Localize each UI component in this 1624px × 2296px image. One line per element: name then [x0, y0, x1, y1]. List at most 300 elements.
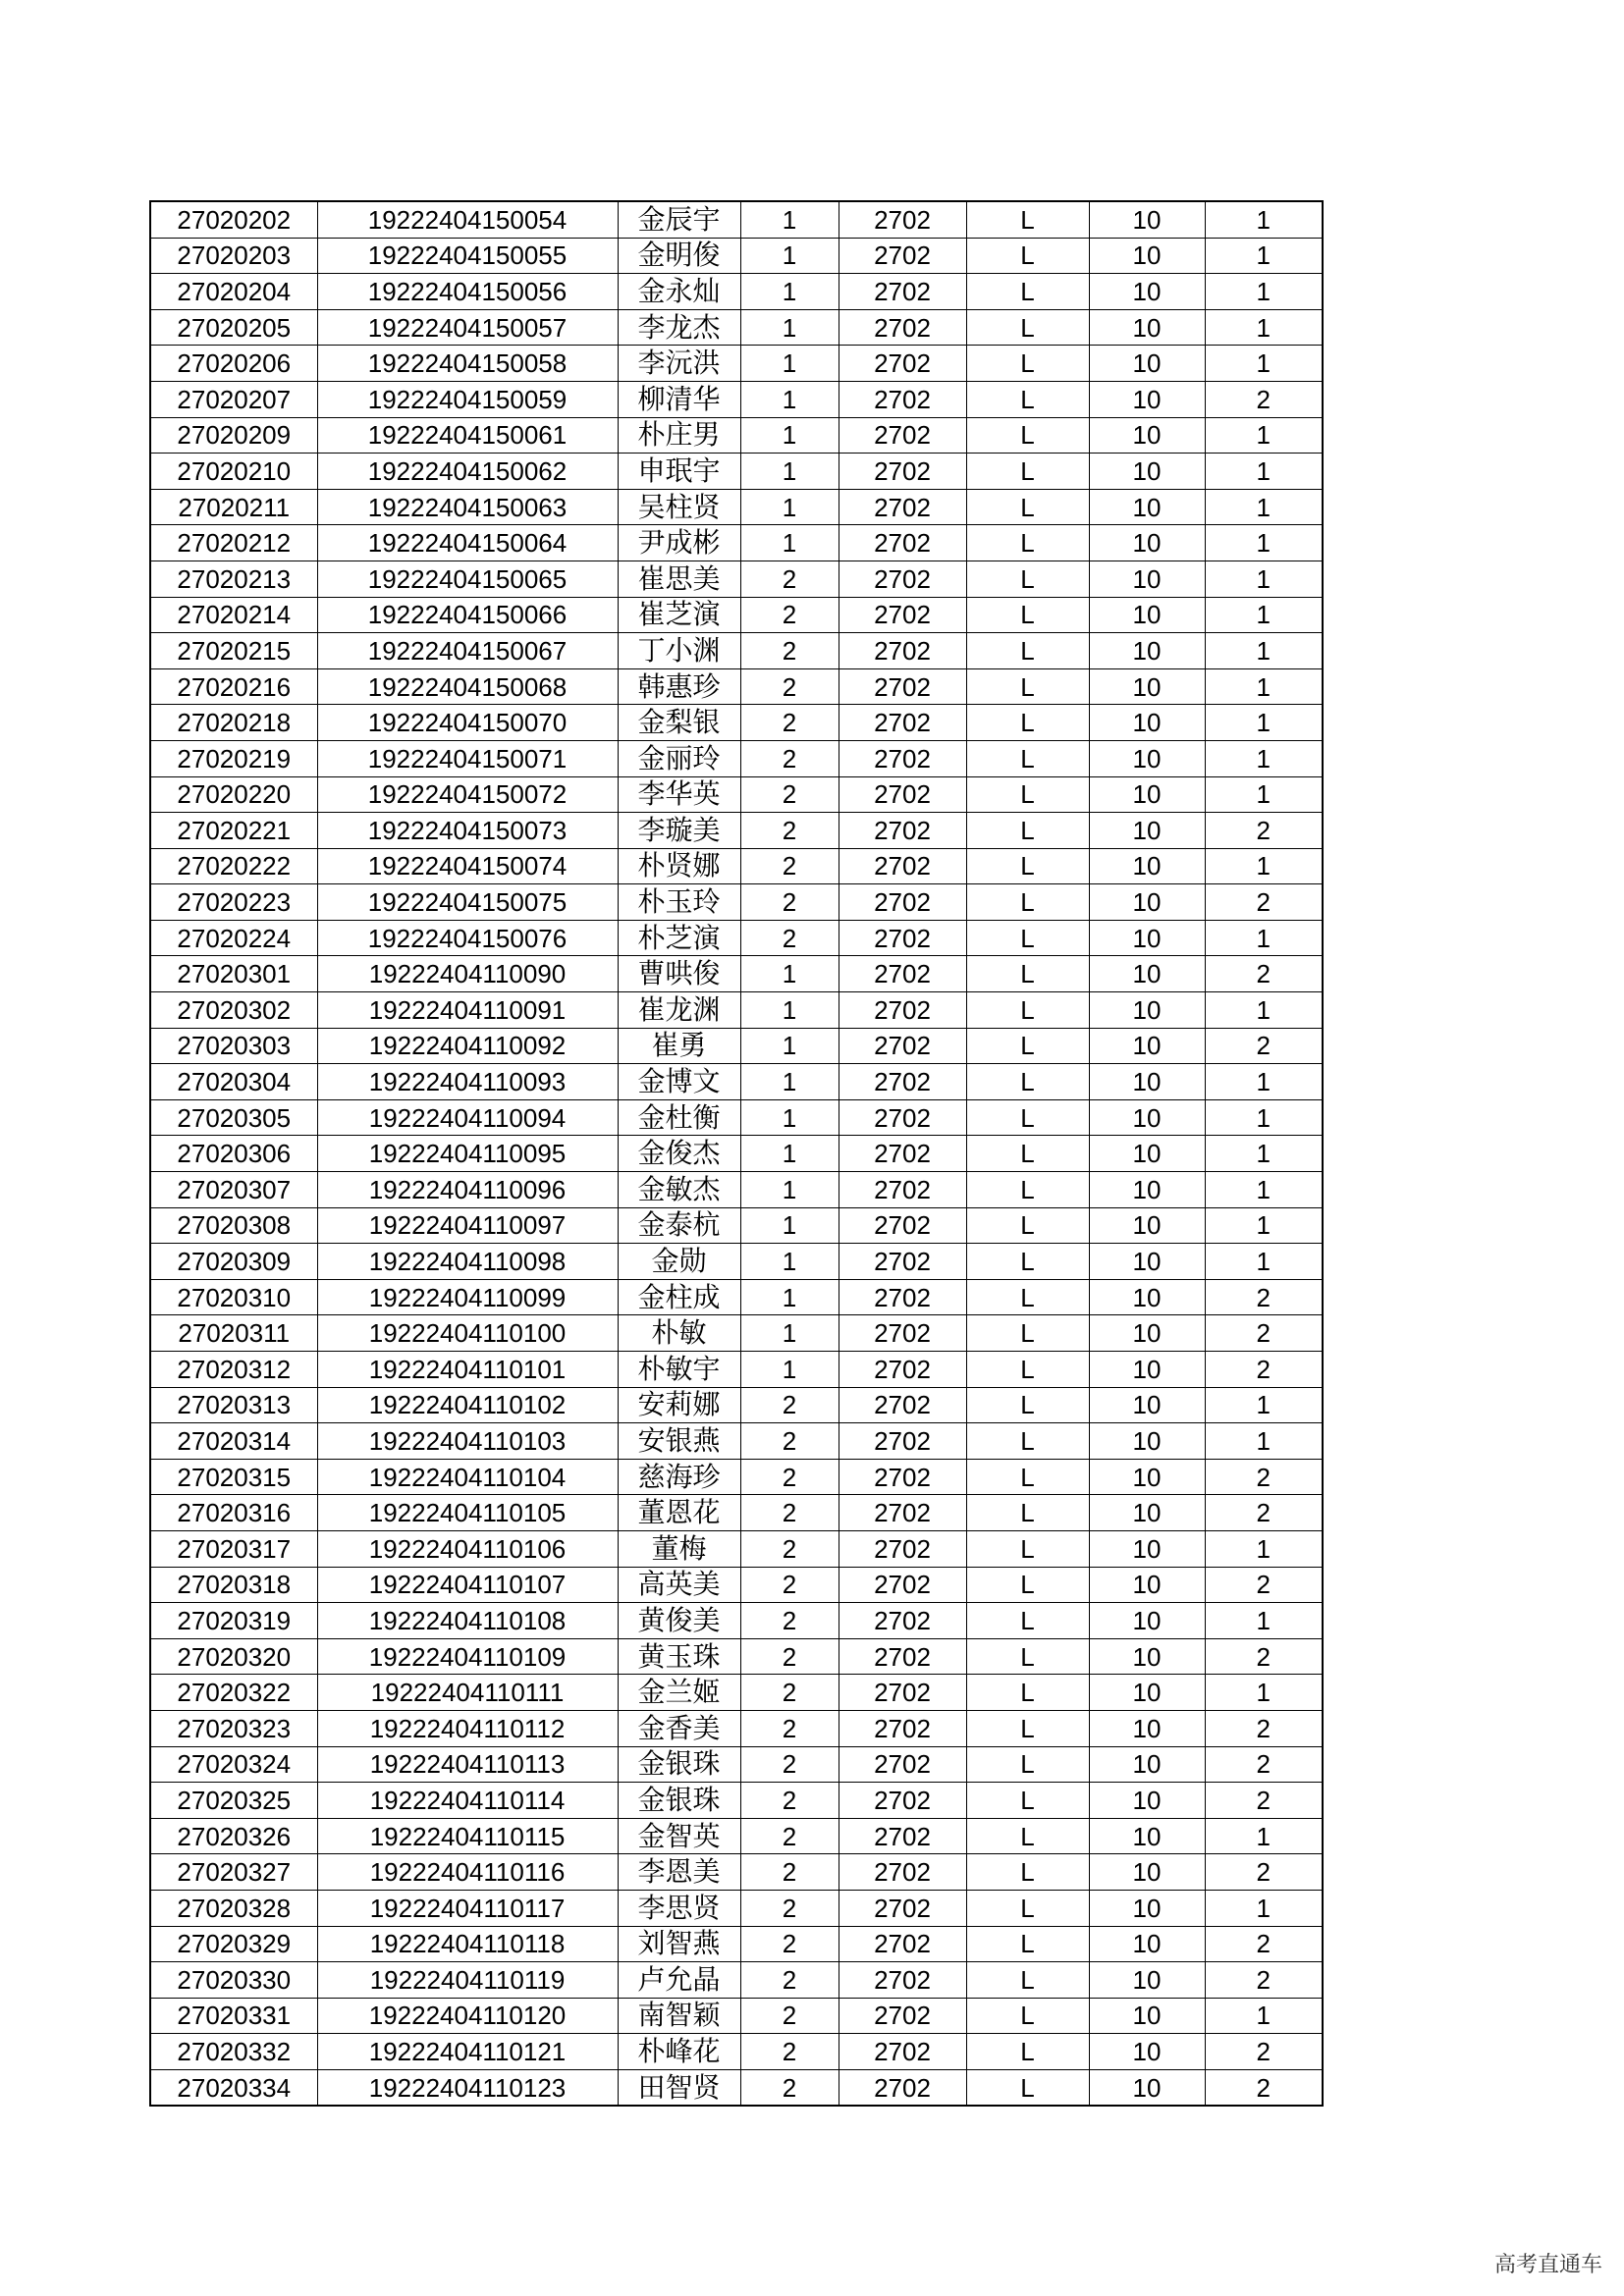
name-cell: 朴敏宇 — [618, 1352, 740, 1388]
category-cell: L — [966, 1854, 1089, 1891]
level-cell: 1 — [1205, 489, 1323, 525]
registration-number-cell: 19222404150073 — [317, 813, 618, 849]
student-list-table — [149, 200, 1324, 2107]
grade-cell: 10 — [1089, 309, 1205, 346]
grade-cell: 10 — [1089, 1854, 1205, 1891]
gender-cell: 1 — [740, 956, 839, 992]
registration-number-cell: 19222404150058 — [317, 346, 618, 382]
category-cell: L — [966, 238, 1089, 274]
level-cell: 2 — [1205, 2069, 1323, 2106]
registration-number-cell: 19222404150068 — [317, 668, 618, 705]
registration-number-cell: 19222404110118 — [317, 1926, 618, 1962]
name-cell: 金银珠 — [618, 1746, 740, 1783]
grade-cell: 10 — [1089, 668, 1205, 705]
school-code-cell: 2702 — [839, 1315, 966, 1352]
grade-cell: 10 — [1089, 238, 1205, 274]
level-cell: 1 — [1205, 776, 1323, 813]
category-cell: L — [966, 956, 1089, 992]
exam-number-cell: 27020212 — [150, 525, 317, 561]
exam-number-cell: 27020330 — [150, 1962, 317, 1999]
category-cell: L — [966, 1998, 1089, 2034]
level-cell: 2 — [1205, 1783, 1323, 1819]
school-code-cell: 2702 — [839, 1459, 966, 1495]
registration-number-cell: 19222404110120 — [317, 1998, 618, 2034]
table-row — [150, 1567, 1323, 1603]
school-code-cell: 2702 — [839, 1710, 966, 1746]
table-row — [150, 274, 1323, 310]
table-row — [150, 848, 1323, 884]
gender-cell: 2 — [740, 1710, 839, 1746]
name-cell: 朴玉玲 — [618, 884, 740, 921]
category-cell: L — [966, 1603, 1089, 1639]
level-cell: 1 — [1205, 992, 1323, 1029]
registration-number-cell: 19222404110095 — [317, 1136, 618, 1172]
registration-number-cell: 19222404110115 — [317, 1818, 618, 1854]
school-code-cell: 2702 — [839, 1854, 966, 1891]
grade-cell: 10 — [1089, 489, 1205, 525]
level-cell: 2 — [1205, 1638, 1323, 1675]
grade-cell: 10 — [1089, 1675, 1205, 1711]
grade-cell: 10 — [1089, 1567, 1205, 1603]
category-cell: L — [966, 1710, 1089, 1746]
level-cell: 1 — [1205, 346, 1323, 382]
name-cell: 吴柱贤 — [618, 489, 740, 525]
level-cell: 2 — [1205, 884, 1323, 921]
table-row — [150, 1172, 1323, 1208]
name-cell: 金智英 — [618, 1818, 740, 1854]
exam-number-cell: 27020204 — [150, 274, 317, 310]
exam-number-cell: 27020220 — [150, 776, 317, 813]
registration-number-cell: 19222404110094 — [317, 1099, 618, 1136]
school-code-cell: 2702 — [839, 884, 966, 921]
level-cell: 1 — [1205, 1387, 1323, 1423]
table-row — [150, 1387, 1323, 1423]
registration-number-cell: 19222404110111 — [317, 1675, 618, 1711]
registration-number-cell: 19222404110102 — [317, 1387, 618, 1423]
exam-number-cell: 27020301 — [150, 956, 317, 992]
school-code-cell: 2702 — [839, 1279, 966, 1315]
name-cell: 李沅洪 — [618, 346, 740, 382]
registration-number-cell: 19222404150076 — [317, 920, 618, 956]
level-cell: 1 — [1205, 705, 1323, 741]
table-row — [150, 1352, 1323, 1388]
school-code-cell: 2702 — [839, 1244, 966, 1280]
exam-number-cell: 27020326 — [150, 1818, 317, 1854]
registration-number-cell: 19222404150072 — [317, 776, 618, 813]
table-row — [150, 238, 1323, 274]
grade-cell: 10 — [1089, 920, 1205, 956]
gender-cell: 1 — [740, 201, 839, 238]
school-code-cell: 2702 — [839, 1136, 966, 1172]
table-row — [150, 489, 1323, 525]
exam-number-cell: 27020215 — [150, 633, 317, 669]
grade-cell: 10 — [1089, 1352, 1205, 1388]
name-cell: 丁小渊 — [618, 633, 740, 669]
name-cell: 金丽玲 — [618, 740, 740, 776]
category-cell: L — [966, 561, 1089, 597]
level-cell: 1 — [1205, 1207, 1323, 1244]
registration-number-cell: 19222404150063 — [317, 489, 618, 525]
name-cell: 金兰姬 — [618, 1675, 740, 1711]
level-cell: 2 — [1205, 956, 1323, 992]
gender-cell: 1 — [740, 1136, 839, 1172]
gender-cell: 2 — [740, 1603, 839, 1639]
category-cell: L — [966, 381, 1089, 417]
registration-number-cell: 19222404110123 — [317, 2069, 618, 2106]
level-cell: 1 — [1205, 668, 1323, 705]
category-cell: L — [966, 633, 1089, 669]
registration-number-cell: 19222404110093 — [317, 1064, 618, 1100]
table-row — [150, 1926, 1323, 1962]
name-cell: 黄俊美 — [618, 1603, 740, 1639]
level-cell: 1 — [1205, 454, 1323, 490]
exam-number-cell: 27020207 — [150, 381, 317, 417]
registration-number-cell: 19222404110099 — [317, 1279, 618, 1315]
school-code-cell: 2702 — [839, 201, 966, 238]
school-code-cell: 2702 — [839, 346, 966, 382]
grade-cell: 10 — [1089, 956, 1205, 992]
exam-number-cell: 27020325 — [150, 1783, 317, 1819]
category-cell: L — [966, 1352, 1089, 1388]
gender-cell: 1 — [740, 381, 839, 417]
table-row — [150, 705, 1323, 741]
category-cell: L — [966, 1818, 1089, 1854]
school-code-cell: 2702 — [839, 633, 966, 669]
table-row — [150, 1423, 1323, 1460]
name-cell: 朴芝演 — [618, 920, 740, 956]
table-row — [150, 1099, 1323, 1136]
name-cell: 金明俊 — [618, 238, 740, 274]
exam-number-cell: 27020315 — [150, 1459, 317, 1495]
table-row — [150, 1315, 1323, 1352]
category-cell: L — [966, 1638, 1089, 1675]
exam-number-cell: 27020328 — [150, 1890, 317, 1926]
school-code-cell: 2702 — [839, 992, 966, 1029]
name-cell: 李龙杰 — [618, 309, 740, 346]
school-code-cell: 2702 — [839, 1783, 966, 1819]
name-cell: 金敏杰 — [618, 1172, 740, 1208]
table-row — [150, 1244, 1323, 1280]
gender-cell: 2 — [740, 1746, 839, 1783]
exam-number-cell: 27020320 — [150, 1638, 317, 1675]
gender-cell: 2 — [740, 561, 839, 597]
name-cell: 金俊杰 — [618, 1136, 740, 1172]
gender-cell: 2 — [740, 2034, 839, 2070]
table-row — [150, 525, 1323, 561]
gender-cell: 1 — [740, 309, 839, 346]
school-code-cell: 2702 — [839, 776, 966, 813]
name-cell: 柳清华 — [618, 381, 740, 417]
category-cell: L — [966, 1962, 1089, 1999]
grade-cell: 10 — [1089, 848, 1205, 884]
registration-number-cell: 19222404150054 — [317, 201, 618, 238]
table-row — [150, 1459, 1323, 1495]
table-row — [150, 417, 1323, 454]
gender-cell: 2 — [740, 740, 839, 776]
registration-number-cell: 19222404110114 — [317, 1783, 618, 1819]
name-cell: 金泰杭 — [618, 1207, 740, 1244]
name-cell: 田智贤 — [618, 2069, 740, 2106]
registration-number-cell: 19222404110119 — [317, 1962, 618, 1999]
name-cell: 崔芝演 — [618, 597, 740, 633]
level-cell: 1 — [1205, 1530, 1323, 1567]
gender-cell: 2 — [740, 1495, 839, 1531]
table-row — [150, 1998, 1323, 2034]
registration-number-cell: 19222404110109 — [317, 1638, 618, 1675]
exam-number-cell: 27020210 — [150, 454, 317, 490]
grade-cell: 10 — [1089, 525, 1205, 561]
exam-number-cell: 27020311 — [150, 1315, 317, 1352]
registration-number-cell: 19222404110108 — [317, 1603, 618, 1639]
grade-cell: 10 — [1089, 1890, 1205, 1926]
school-code-cell: 2702 — [839, 668, 966, 705]
level-cell: 2 — [1205, 813, 1323, 849]
name-cell: 安银燕 — [618, 1423, 740, 1460]
grade-cell: 10 — [1089, 1172, 1205, 1208]
gender-cell: 2 — [740, 884, 839, 921]
gender-cell: 2 — [740, 705, 839, 741]
school-code-cell: 2702 — [839, 489, 966, 525]
category-cell: L — [966, 2069, 1089, 2106]
grade-cell: 10 — [1089, 1279, 1205, 1315]
school-code-cell: 2702 — [839, 848, 966, 884]
table-row — [150, 1746, 1323, 1783]
school-code-cell: 2702 — [839, 1172, 966, 1208]
exam-number-cell: 27020224 — [150, 920, 317, 956]
registration-number-cell: 19222404110121 — [317, 2034, 618, 2070]
grade-cell: 10 — [1089, 884, 1205, 921]
category-cell: L — [966, 1064, 1089, 1100]
gender-cell: 2 — [740, 1854, 839, 1891]
registration-number-cell: 19222404150075 — [317, 884, 618, 921]
category-cell: L — [966, 813, 1089, 849]
level-cell: 1 — [1205, 740, 1323, 776]
table-row — [150, 1028, 1323, 1064]
gender-cell: 1 — [740, 1064, 839, 1100]
category-cell: L — [966, 705, 1089, 741]
table-row — [150, 776, 1323, 813]
name-cell: 曹哄俊 — [618, 956, 740, 992]
name-cell: 李恩美 — [618, 1854, 740, 1891]
gender-cell: 2 — [740, 1638, 839, 1675]
gender-cell: 1 — [740, 417, 839, 454]
level-cell: 1 — [1205, 309, 1323, 346]
gender-cell: 2 — [740, 813, 839, 849]
name-cell: 崔龙渊 — [618, 992, 740, 1029]
registration-number-cell: 19222404110112 — [317, 1710, 618, 1746]
name-cell: 安莉娜 — [618, 1387, 740, 1423]
table-row — [150, 346, 1323, 382]
table-row — [150, 1962, 1323, 1999]
school-code-cell: 2702 — [839, 1746, 966, 1783]
level-cell: 1 — [1205, 1890, 1323, 1926]
gender-cell: 2 — [740, 1675, 839, 1711]
table-body — [150, 201, 1323, 2106]
grade-cell: 10 — [1089, 2034, 1205, 2070]
name-cell: 朴峰花 — [618, 2034, 740, 2070]
name-cell: 金辰宇 — [618, 201, 740, 238]
exam-number-cell: 27020306 — [150, 1136, 317, 1172]
grade-cell: 10 — [1089, 1099, 1205, 1136]
level-cell: 1 — [1205, 561, 1323, 597]
grade-cell: 10 — [1089, 992, 1205, 1029]
table-row — [150, 1854, 1323, 1891]
grade-cell: 10 — [1089, 1495, 1205, 1531]
level-cell: 1 — [1205, 1818, 1323, 1854]
table-row — [150, 668, 1323, 705]
category-cell: L — [966, 1926, 1089, 1962]
gender-cell: 2 — [740, 1818, 839, 1854]
exam-number-cell: 27020313 — [150, 1387, 317, 1423]
level-cell: 2 — [1205, 1028, 1323, 1064]
table-row — [150, 1495, 1323, 1531]
gender-cell: 1 — [740, 1207, 839, 1244]
exam-number-cell: 27020302 — [150, 992, 317, 1029]
table-row — [150, 381, 1323, 417]
grade-cell: 10 — [1089, 1136, 1205, 1172]
category-cell: L — [966, 668, 1089, 705]
name-cell: 慈海珍 — [618, 1459, 740, 1495]
name-cell: 金勋 — [618, 1244, 740, 1280]
exam-number-cell: 27020223 — [150, 884, 317, 921]
grade-cell: 10 — [1089, 1244, 1205, 1280]
gender-cell: 2 — [740, 1387, 839, 1423]
level-cell: 1 — [1205, 1136, 1323, 1172]
category-cell: L — [966, 346, 1089, 382]
table-row — [150, 956, 1323, 992]
category-cell: L — [966, 489, 1089, 525]
exam-number-cell: 27020219 — [150, 740, 317, 776]
school-code-cell: 2702 — [839, 1675, 966, 1711]
gender-cell: 2 — [740, 1926, 839, 1962]
gender-cell: 1 — [740, 238, 839, 274]
table-row — [150, 1603, 1323, 1639]
level-cell: 2 — [1205, 1710, 1323, 1746]
school-code-cell: 2702 — [839, 813, 966, 849]
school-code-cell: 2702 — [839, 1926, 966, 1962]
exam-number-cell: 27020317 — [150, 1530, 317, 1567]
table-row — [150, 920, 1323, 956]
category-cell: L — [966, 1099, 1089, 1136]
exam-number-cell: 27020329 — [150, 1926, 317, 1962]
school-code-cell: 2702 — [839, 1567, 966, 1603]
grade-cell: 10 — [1089, 1315, 1205, 1352]
category-cell: L — [966, 1028, 1089, 1064]
table-row — [150, 2069, 1323, 2106]
category-cell: L — [966, 1567, 1089, 1603]
table-row — [150, 201, 1323, 238]
level-cell: 1 — [1205, 633, 1323, 669]
table-row — [150, 1710, 1323, 1746]
level-cell: 1 — [1205, 848, 1323, 884]
category-cell: L — [966, 1315, 1089, 1352]
grade-cell: 10 — [1089, 1818, 1205, 1854]
name-cell: 金永灿 — [618, 274, 740, 310]
school-code-cell: 2702 — [839, 274, 966, 310]
table-row — [150, 884, 1323, 921]
table-row — [150, 1064, 1323, 1100]
name-cell: 李华英 — [618, 776, 740, 813]
level-cell: 2 — [1205, 1352, 1323, 1388]
school-code-cell: 2702 — [839, 1387, 966, 1423]
category-cell: L — [966, 454, 1089, 490]
category-cell: L — [966, 1783, 1089, 1819]
exam-number-cell: 27020332 — [150, 2034, 317, 2070]
category-cell: L — [966, 1459, 1089, 1495]
grade-cell: 10 — [1089, 597, 1205, 633]
gender-cell: 1 — [740, 274, 839, 310]
table-row — [150, 1279, 1323, 1315]
name-cell: 崔勇 — [618, 1028, 740, 1064]
registration-number-cell: 19222404110105 — [317, 1495, 618, 1531]
grade-cell: 10 — [1089, 633, 1205, 669]
school-code-cell: 2702 — [839, 1028, 966, 1064]
gender-cell: 2 — [740, 1567, 839, 1603]
exam-number-cell: 27020218 — [150, 705, 317, 741]
school-code-cell: 2702 — [839, 1495, 966, 1531]
exam-number-cell: 27020314 — [150, 1423, 317, 1460]
category-cell: L — [966, 417, 1089, 454]
exam-number-cell: 27020331 — [150, 1998, 317, 2034]
table-row — [150, 1675, 1323, 1711]
table-row — [150, 1818, 1323, 1854]
exam-number-cell: 27020308 — [150, 1207, 317, 1244]
level-cell: 1 — [1205, 1172, 1323, 1208]
name-cell: 高英美 — [618, 1567, 740, 1603]
gender-cell: 2 — [740, 597, 839, 633]
name-cell: 金博文 — [618, 1064, 740, 1100]
grade-cell: 10 — [1089, 1603, 1205, 1639]
gender-cell: 1 — [740, 1244, 839, 1280]
registration-number-cell: 19222404150056 — [317, 274, 618, 310]
grade-cell: 10 — [1089, 1207, 1205, 1244]
level-cell: 1 — [1205, 201, 1323, 238]
exam-number-cell: 27020305 — [150, 1099, 317, 1136]
name-cell: 朴敏 — [618, 1315, 740, 1352]
name-cell: 崔思美 — [618, 561, 740, 597]
school-code-cell: 2702 — [839, 1603, 966, 1639]
exam-number-cell: 27020324 — [150, 1746, 317, 1783]
school-code-cell: 2702 — [839, 417, 966, 454]
school-code-cell: 2702 — [839, 1207, 966, 1244]
table-row — [150, 1890, 1323, 1926]
table-row — [150, 1783, 1323, 1819]
level-cell: 1 — [1205, 417, 1323, 454]
exam-number-cell: 27020327 — [150, 1854, 317, 1891]
name-cell: 金梨银 — [618, 705, 740, 741]
gender-cell: 2 — [740, 1530, 839, 1567]
category-cell: L — [966, 1244, 1089, 1280]
grade-cell: 10 — [1089, 1998, 1205, 2034]
grade-cell: 10 — [1089, 1423, 1205, 1460]
gender-cell: 1 — [740, 1172, 839, 1208]
grade-cell: 10 — [1089, 2069, 1205, 2106]
registration-number-cell: 19222404150064 — [317, 525, 618, 561]
table-row — [150, 2034, 1323, 2070]
exam-number-cell: 27020309 — [150, 1244, 317, 1280]
gender-cell: 1 — [740, 1315, 839, 1352]
gender-cell: 2 — [740, 1423, 839, 1460]
grade-cell: 10 — [1089, 813, 1205, 849]
name-cell: 李璇美 — [618, 813, 740, 849]
exam-number-cell: 27020209 — [150, 417, 317, 454]
registration-number-cell: 19222404110091 — [317, 992, 618, 1029]
school-code-cell: 2702 — [839, 525, 966, 561]
category-cell: L — [966, 525, 1089, 561]
gender-cell: 1 — [740, 1028, 839, 1064]
level-cell: 1 — [1205, 1998, 1323, 2034]
exam-number-cell: 27020303 — [150, 1028, 317, 1064]
